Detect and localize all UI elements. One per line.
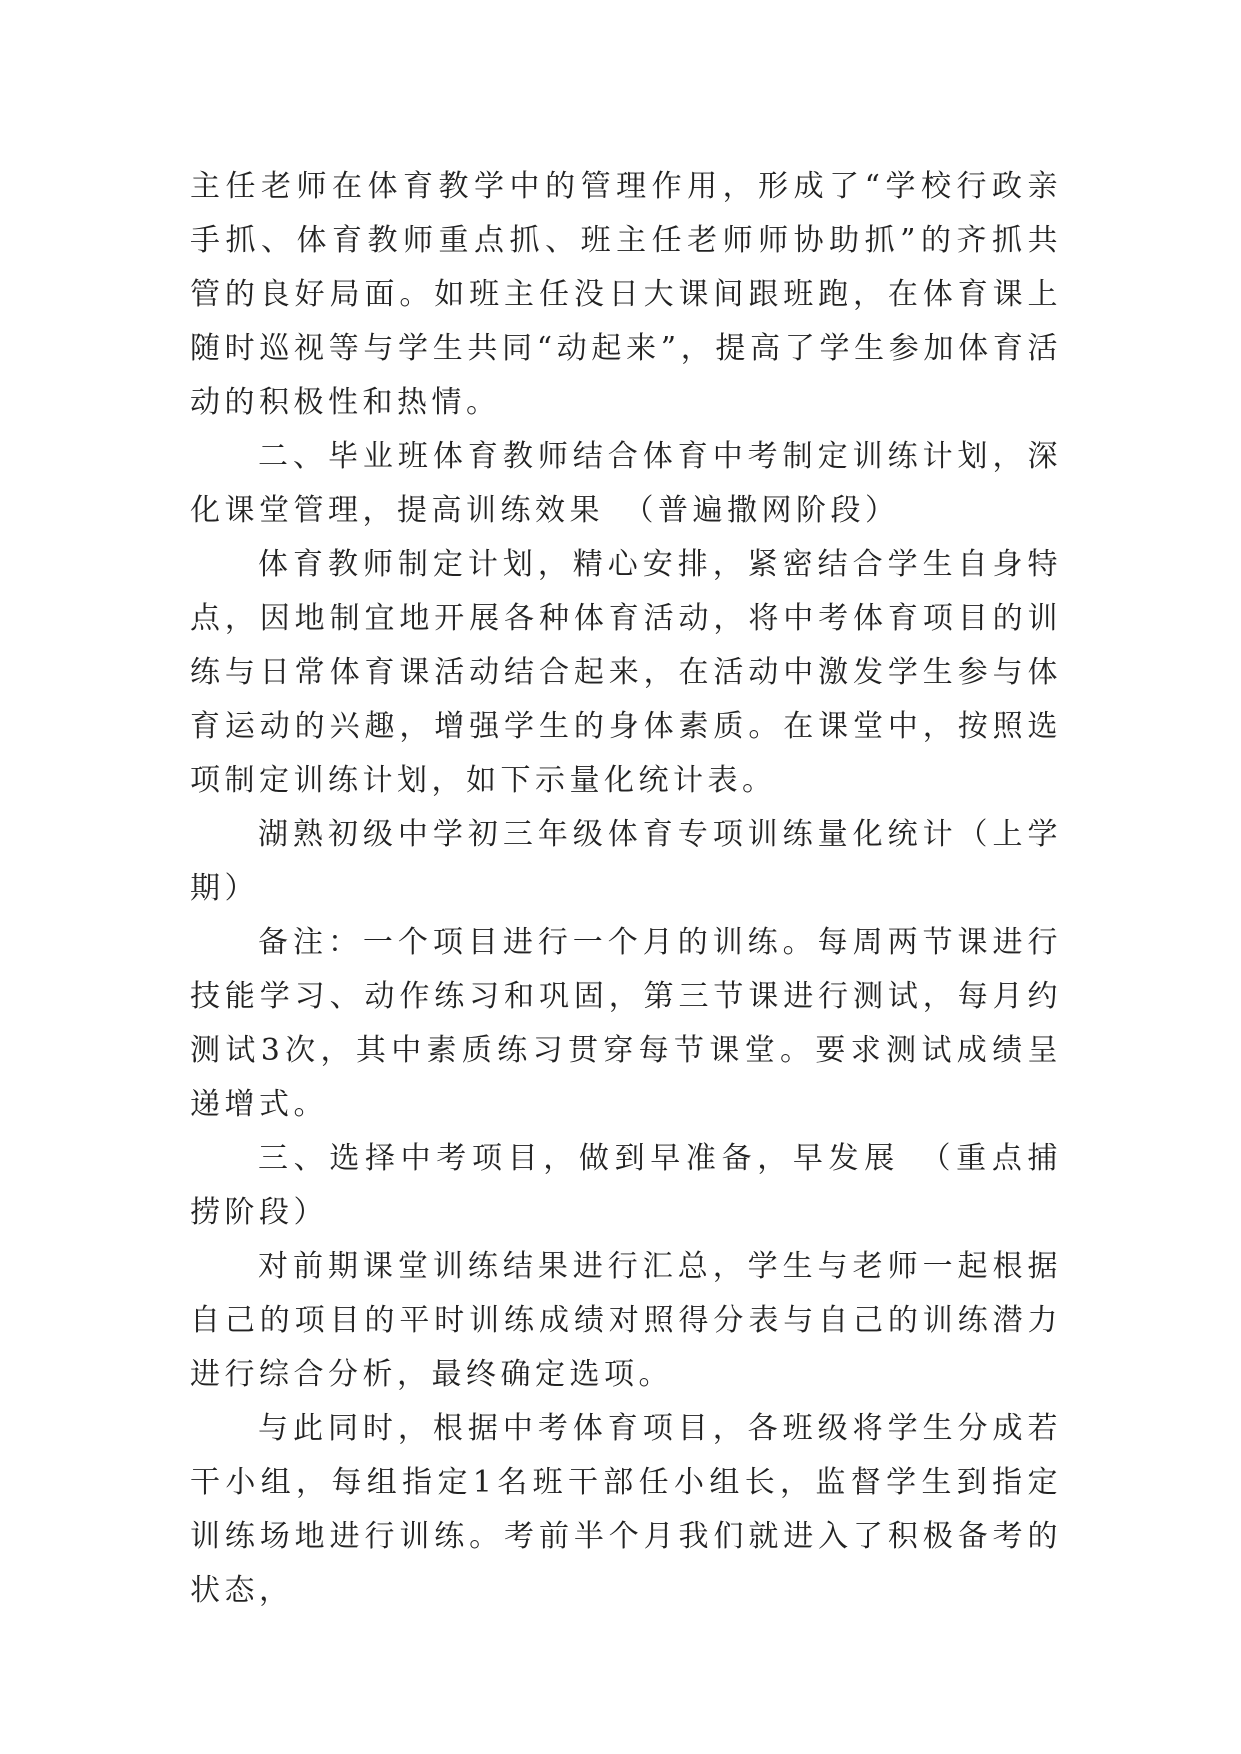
- paragraph-training-plan: 体育教师制定计划，精心安排，紧密结合学生自身特点，因地制宜地开展各种体育活动，将中考体育项目的训练与日常体育课活动结合起来，在活动中激发学生参与体育运动的兴趣，增强学生的身体素质。在课堂中，按照选项制定训练计划，如下示量化统计表。: [190, 547, 1062, 798]
- paragraph-note: 备注：一个项目进行一个月的训练。每周两节课进行技能学习、动作练习和巩固，第三节课进行测试，每月约测试3次，其中素质练习贯穿每节课堂。要求测试成绩呈递增式。: [190, 925, 1062, 1122]
- section-heading-3: 三、选择中考项目，做到早准备，早发展 （重点捕捞阶段）: [190, 1141, 1062, 1230]
- paragraph-groups: 与此同时，根据中考体育项目，各班级将学生分成若干小组，每组指定1名班干部任小组长，监督学生到指定训练场地进行训练。考前半个月我们就进入了积极备考的状态，: [190, 1411, 1062, 1608]
- paragraph-summary: 对前期课堂训练结果进行汇总，学生与老师一起根据自己的项目的平时训练成绩对照得分表与自己的训练潜力进行综合分析，最终确定选项。: [190, 1249, 1062, 1392]
- paragraph-continuation: 主任老师在体育教学中的管理作用，形成了“学校行政亲手抓、体育教师重点抓、班主任老师师协助抓”的齐抓共管的良好局面。如班主任没日大课间跟班跑，在体育课上随时巡视等与学生共同“动起来”，提高了学生参加体育活动的积极性和热情。: [190, 169, 1062, 420]
- table-caption: 湖熟初级中学初三年级体育专项训练量化统计（上学期）: [190, 817, 1062, 906]
- document-body: [190, 160, 1062, 1618]
- section-heading-2: 二、毕业班体育教师结合体育中考制定训练计划，深化课堂管理，提高训练效果 （普遍撒网阶段）: [190, 439, 1062, 528]
